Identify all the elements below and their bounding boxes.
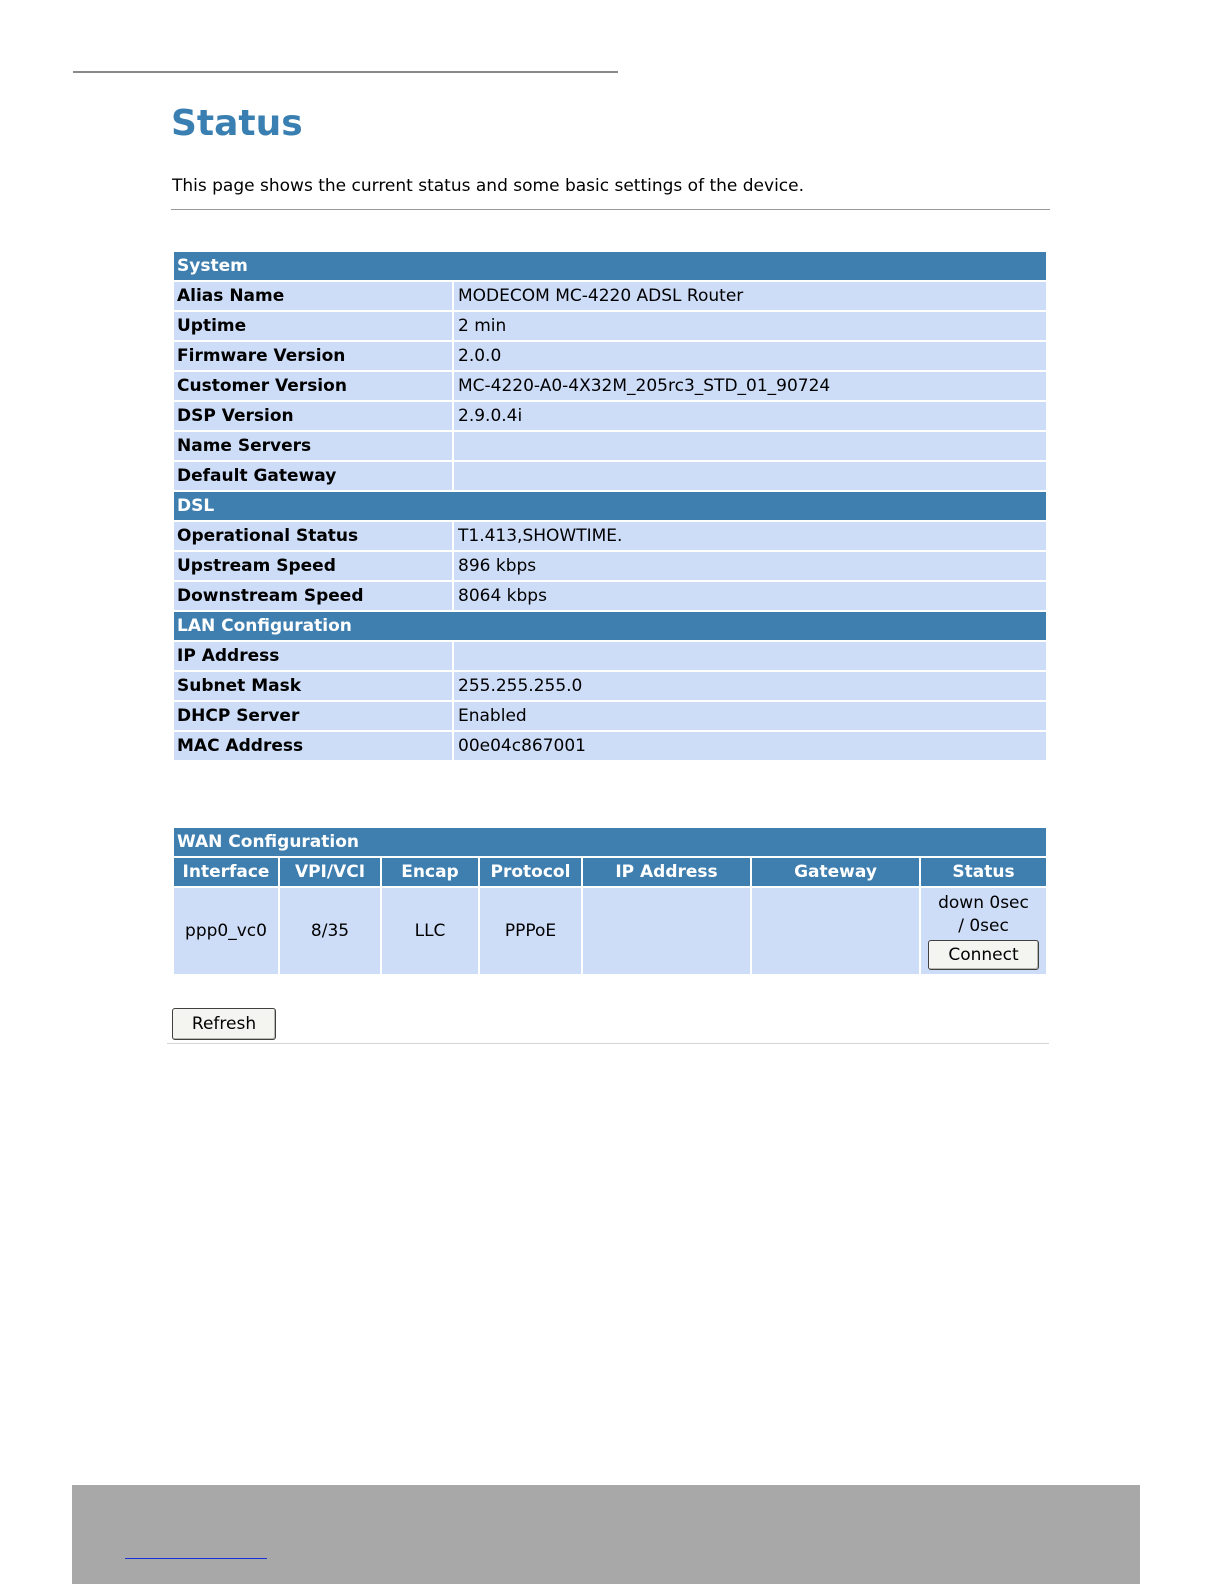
refresh-button[interactable]: Refresh xyxy=(172,1008,276,1040)
column-header: Status xyxy=(921,858,1046,886)
table-row xyxy=(174,342,1046,370)
connect-button[interactable]: Connect xyxy=(928,940,1039,970)
row-value: MC-4220-A0-4X32M_205rc3_STD_01_90724 xyxy=(454,372,1046,400)
row-label: Default Gateway xyxy=(174,462,452,490)
table-row xyxy=(174,552,1046,580)
interface-cell: ppp0_vc0 xyxy=(174,888,278,974)
status-cell xyxy=(921,888,1046,974)
row-value: MODECOM MC-4220 ADSL Router xyxy=(454,282,1046,310)
row-value: 2.0.0 xyxy=(454,342,1046,370)
row-value xyxy=(454,432,1046,460)
row-value: 00e04c867001 xyxy=(454,732,1046,760)
bottom-divider xyxy=(167,1043,1049,1044)
table-row xyxy=(174,312,1046,340)
row-value xyxy=(454,642,1046,670)
table-row xyxy=(174,888,1046,974)
page-title: Status xyxy=(171,103,303,144)
row-value: 255.255.255.0 xyxy=(454,672,1046,700)
ip-address-cell xyxy=(583,888,750,974)
table-row xyxy=(174,582,1046,610)
row-value: 2 min xyxy=(454,312,1046,340)
column-header: VPI/VCI xyxy=(280,858,380,886)
status-text-line2: / 0sec xyxy=(958,916,1009,936)
section-header-lan xyxy=(174,612,1046,640)
row-label: Alias Name xyxy=(174,282,452,310)
description-divider xyxy=(171,209,1050,210)
column-header-row xyxy=(174,858,1046,886)
row-label: Name Servers xyxy=(174,432,452,460)
wan-table xyxy=(172,826,1048,976)
table-row xyxy=(174,372,1046,400)
row-value: 896 kbps xyxy=(454,552,1046,580)
row-label: Downstream Speed xyxy=(174,582,452,610)
table-row xyxy=(174,702,1046,730)
row-label: DHCP Server xyxy=(174,702,452,730)
row-label: Upstream Speed xyxy=(174,552,452,580)
row-value: 8064 kbps xyxy=(454,582,1046,610)
row-label: Subnet Mask xyxy=(174,672,452,700)
column-header: Protocol xyxy=(480,858,581,886)
section-header-system xyxy=(174,252,1046,280)
row-label: IP Address xyxy=(174,642,452,670)
row-label: MAC Address xyxy=(174,732,452,760)
table-row xyxy=(174,672,1046,700)
column-header: Encap xyxy=(382,858,478,886)
row-value: Enabled xyxy=(454,702,1046,730)
row-label: Operational Status xyxy=(174,522,452,550)
column-header: Interface xyxy=(174,858,278,886)
row-label: DSP Version xyxy=(174,402,452,430)
status-table xyxy=(172,250,1048,762)
row-label: Uptime xyxy=(174,312,452,340)
table-row xyxy=(174,462,1046,490)
encap-cell: LLC xyxy=(382,888,478,974)
section-title: System xyxy=(174,252,1046,280)
page-footer xyxy=(72,1485,1140,1584)
table-row xyxy=(174,522,1046,550)
table-row xyxy=(174,642,1046,670)
table-row xyxy=(174,732,1046,760)
footer-link[interactable] xyxy=(125,1558,267,1559)
section-title: WAN Configuration xyxy=(174,828,1046,856)
gateway-cell xyxy=(752,888,919,974)
row-value: T1.413,SHOWTIME. xyxy=(454,522,1046,550)
section-title: LAN Configuration xyxy=(174,612,1046,640)
table-row xyxy=(174,282,1046,310)
section-header-dsl xyxy=(174,492,1046,520)
row-value: 2.9.0.4i xyxy=(454,402,1046,430)
protocol-cell: PPPoE xyxy=(480,888,581,974)
table-row xyxy=(174,432,1046,460)
table-row xyxy=(174,402,1046,430)
row-label: Firmware Version xyxy=(174,342,452,370)
row-value xyxy=(454,462,1046,490)
section-title: DSL xyxy=(174,492,1046,520)
section-header-wan xyxy=(174,828,1046,856)
column-header: Gateway xyxy=(752,858,919,886)
top-divider xyxy=(73,71,618,73)
page-description: This page shows the current status and some basic settings of the device. xyxy=(172,176,805,196)
vpi-vci-cell: 8/35 xyxy=(280,888,380,974)
status-text-line1: down 0sec xyxy=(938,893,1029,913)
row-label: Customer Version xyxy=(174,372,452,400)
column-header: IP Address xyxy=(583,858,750,886)
